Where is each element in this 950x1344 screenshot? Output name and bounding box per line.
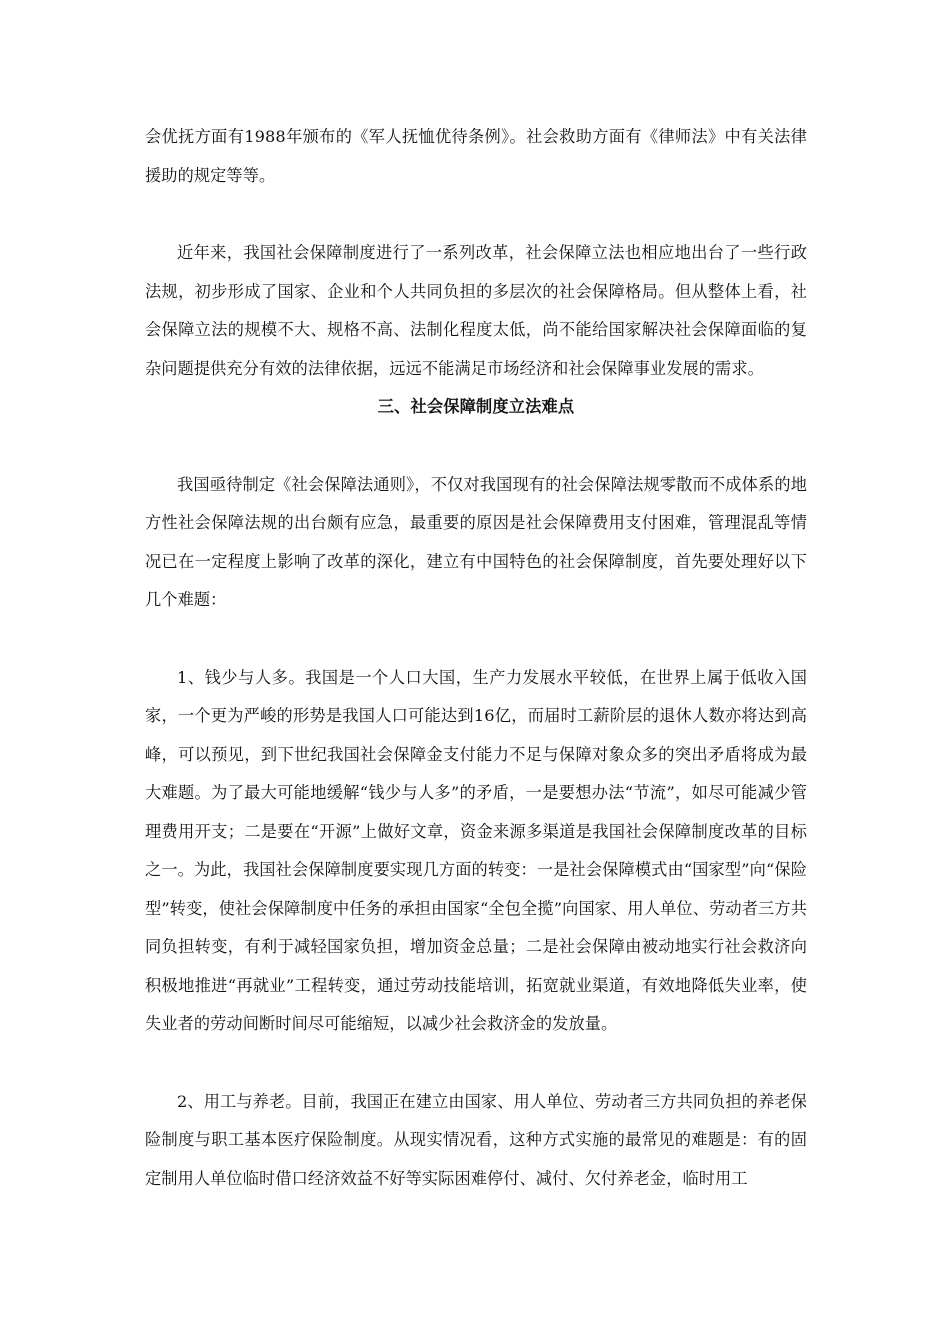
section-heading: 三、社会保障制度立法难点 [377,397,575,416]
document-page [145,118,807,1198]
paragraph-intro-tail: 会优抚方面有1988年颁布的《军人抚恤优待条例》。社会救助方面有《律师法》中有关法律援助的规定等等。 [145,127,807,185]
paragraph-point-2: 2、用工与养老。目前，我国正在建立由国家、用人单位、劳动者三方共同负担的养老保险制度与职工基本医疗保险制度。从现实情况看，这种方式实施的最常见的难题是：有的固定制用人单位临时借口经济效益不好等实际困难停付、减付、欠付养老金，临时用工 [145,1091,807,1188]
paragraph-recent-reforms: 近年来，我国社会保障制度进行了一系列改革，社会保障立法也相应地出台了一些行政法规，初步形成了国家、企业和个人共同负担的多层次的社会保障格局。但从整体上看，社会保障立法的规模不大、规格不高、法制化程度太低，尚不能给国家解决社会保障面临的复杂问题提供充分有效的法律依据，远远不能满足市场经济和社会保障事业发展的需求。 [145,243,807,378]
paragraph-section-intro: 我国亟待制定《社会保障法通则》，不仅对我国现有的社会保障法规零散而不成体系的地方性社会保障法规的出台颇有应急，最重要的原因是社会保障费用支付困难，管理混乱等情况已在一定程度上影响了改革的深化，建立有中国特色的社会保障制度，首先要处理好以下几个难题： [145,474,807,609]
paragraph-point-1: 1、钱少与人多。我国是一个人口大国，生产力发展水平较低，在世界上属于低收入国家，一个更为严峻的形势是我国人口可能达到16亿，而届时工薪阶层的退休人数亦将达到高峰，可以预见，到下世纪我国社会保障金支付能力不足与保障对象众多的突出矛盾将成为最大难题。为了最大可能地缓解“钱少与人多”的矛盾，一是要想办法“节流”，如尽可能减少管理费用开支；二是要在“开源”上做好文章，资金来源多渠道是我国社会保障制度改革的目标之一。为此，我国社会保障制度要实现几方面的转变：一是社会保障模式由“国家型”向“保险型”转变，使社会保障制度中任务的承担由国家“全包全揽”向国家、用人单位、劳动者三方共同负担转变，有利于减轻国家负担，增加资金总量；二是社会保障由被动地实行社会救济向积极地推进“再就业”工程转变，通过劳动技能培训，拓宽就业渠道，有效地降低失业率，使失业者的劳动间断时间尽可能缩短，以减少社会救济金的发放量。 [145,667,807,1033]
